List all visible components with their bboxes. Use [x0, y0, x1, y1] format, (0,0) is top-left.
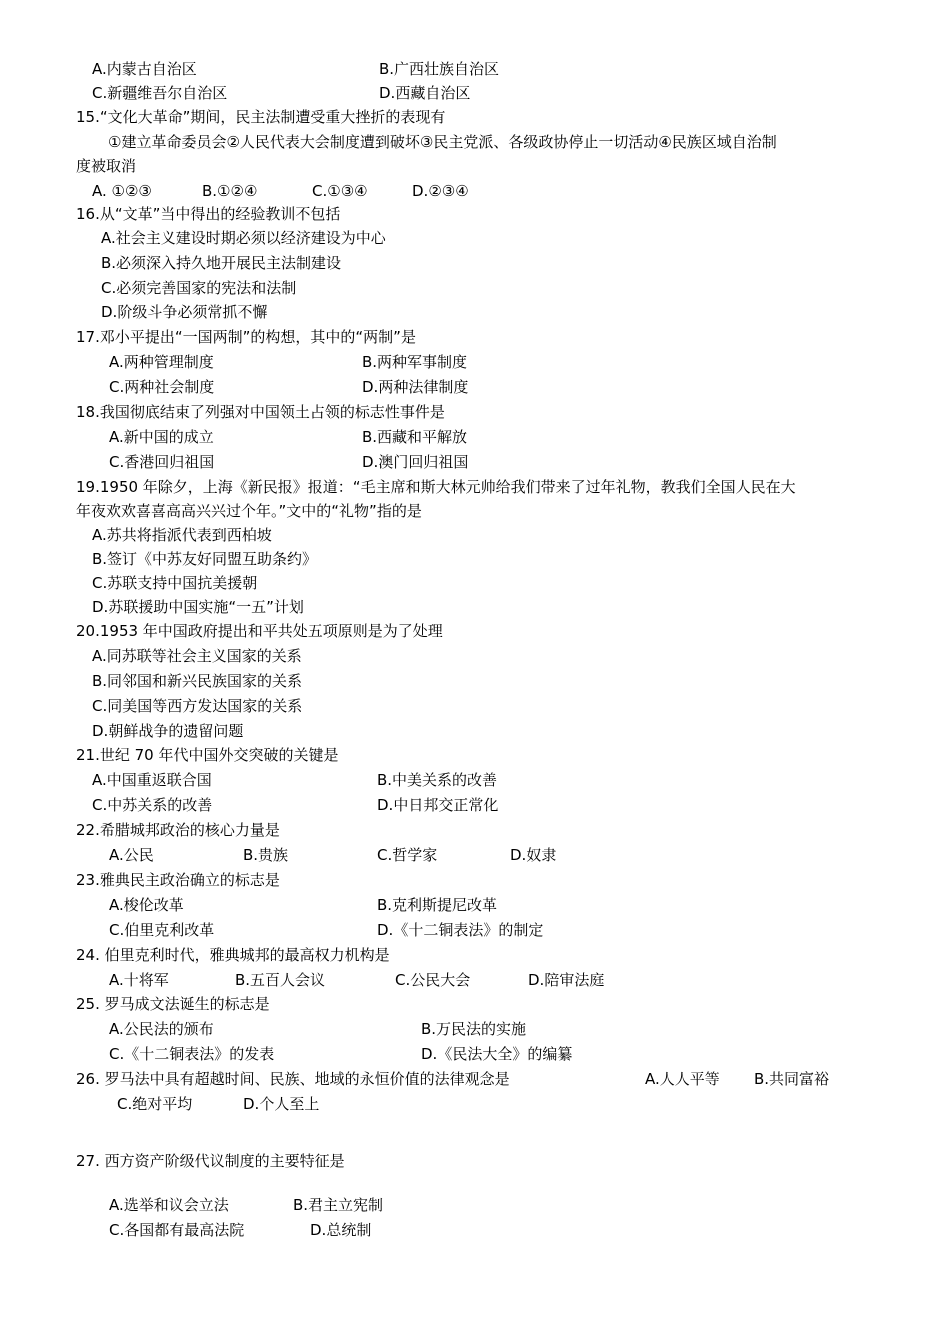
q15-option-c: C.①③④: [312, 182, 368, 200]
q19-option-d: D.苏联援助中国实施“一五”计划: [92, 598, 304, 616]
q16-option-c: C.必须完善国家的宪法和法制: [101, 279, 297, 297]
q18-option-c: C.香港回归祖国: [109, 453, 215, 471]
q16-stem: 16.从“文革”当中得出的经验教训不包括: [76, 205, 341, 223]
q23-option-d: D.《十二铜表法》的制定: [377, 921, 544, 939]
q19-option-b: B.签订《中苏友好同盟互助条约》: [92, 550, 318, 568]
q21-option-b: B.中美关系的改善: [377, 771, 498, 789]
q25-option-d: D.《民法大全》的编纂: [421, 1045, 573, 1063]
q17-option-c: C.两种社会制度: [109, 378, 215, 396]
q27-option-c: C.各国都有最高法院: [109, 1221, 245, 1239]
q21-option-c: C.中苏关系的改善: [92, 796, 213, 814]
q16-option-b: B.必须深入持久地开展民主法制建设: [101, 254, 342, 272]
q18-option-d: D.澳门回归祖国: [362, 453, 469, 471]
q27-option-d: D.总统制: [310, 1221, 372, 1239]
q23-option-a: A.梭伦改革: [109, 896, 184, 914]
q26-option-c: C.绝对平均: [117, 1095, 193, 1113]
q22-option-d: D.奴隶: [510, 846, 557, 864]
q21-option-a: A.中国重返联合国: [92, 771, 212, 789]
q18-option-a: A.新中国的成立: [109, 428, 214, 446]
q25-option-b: B.万民法的实施: [421, 1020, 527, 1038]
q18-stem: 18.我国彻底结束了列强对中国领土占领的标志性事件是: [76, 403, 445, 421]
q17-stem: 17.邓小平提出“一国两制”的构想，其中的“两制”是: [76, 328, 416, 346]
q17-option-b: B.两种军事制度: [362, 353, 468, 371]
q20-option-a: A.同苏联等社会主义国家的关系: [92, 647, 302, 665]
q23-stem: 23.雅典民主政治确立的标志是: [76, 871, 280, 889]
q27-option-b: B.君主立宪制: [293, 1196, 384, 1214]
q27-option-a: A.选举和议会立法: [109, 1196, 229, 1214]
q19-option-a: A.苏共将指派代表到西柏坡: [92, 526, 272, 544]
q24-stem: 24. 伯里克利时代，雅典城邦的最高权力机构是: [76, 946, 390, 964]
q19-option-c: C.苏联支持中国抗美援朝: [92, 574, 258, 592]
q24-option-c: C.公民大会: [395, 971, 471, 989]
q24-option-a: A.十将军: [109, 971, 169, 989]
q15-stem: 15.“文化大革命”期间，民主法制遭受重大挫折的表现有: [76, 108, 446, 126]
q16-option-d: D.阶级斗争必须常抓不懈: [101, 303, 268, 321]
q14-option-b: B.广西壮族自治区: [379, 60, 500, 78]
q25-stem: 25. 罗马成文法诞生的标志是: [76, 995, 270, 1013]
q24-option-b: B.五百人会议: [235, 971, 326, 989]
q21-option-d: D.中日邦交正常化: [377, 796, 499, 814]
q20-option-d: D.朝鲜战争的遗留问题: [92, 722, 244, 740]
q14-option-c: C.新疆维吾尔自治区: [92, 84, 228, 102]
q24-option-d: D.陪审法庭: [528, 971, 605, 989]
q15-items-line1: ①建立革命委员会②人民代表大会制度遭到破坏③民主党派、各级政协停止一切活动④民族区域自治制: [108, 133, 777, 151]
q26-option-a: A.人人平等: [645, 1070, 720, 1088]
q18-option-b: B.西藏和平解放: [362, 428, 468, 446]
q20-option-c: C.同美国等西方发达国家的关系: [92, 697, 303, 715]
q14-option-d: D.西藏自治区: [379, 84, 471, 102]
q22-stem: 22.希腊城邦政治的核心力量是: [76, 821, 280, 839]
q16-option-a: A.社会主义建设时期必须以经济建设为中心: [101, 229, 386, 247]
q21-stem: 21.世纪 70 年代中国外交突破的关键是: [76, 746, 339, 764]
q14-option-a: A.内蒙古自治区: [92, 60, 197, 78]
q26-option-b: B.共同富裕: [754, 1070, 830, 1088]
q15-option-a: A. ①②③: [92, 182, 152, 200]
q27-stem: 27. 西方资产阶级代议制度的主要特征是: [76, 1152, 345, 1170]
q15-option-b: B.①②④: [202, 182, 258, 200]
q26-stem: 26. 罗马法中具有超越时间、民族、地域的永恒价值的法律观念是: [76, 1070, 510, 1088]
q22-option-c: C.哲学家: [377, 846, 438, 864]
q26-option-d: D.个人至上: [243, 1095, 320, 1113]
q23-option-b: B.克利斯提尼改革: [377, 896, 498, 914]
q20-option-b: B.同邻国和新兴民族国家的关系: [92, 672, 303, 690]
q22-option-a: A.公民: [109, 846, 154, 864]
q25-option-c: C.《十二铜表法》的发表: [109, 1045, 275, 1063]
q15-option-d: D.②③④: [412, 182, 469, 200]
q17-option-a: A.两种管理制度: [109, 353, 214, 371]
q20-stem: 20.1953 年中国政府提出和平共处五项原则是为了处理: [76, 622, 443, 640]
q22-option-b: B.贵族: [243, 846, 289, 864]
q23-option-c: C.伯里克利改革: [109, 921, 215, 939]
q17-option-d: D.两种法律制度: [362, 378, 469, 396]
q19-stem-line1: 19.1950 年除夕，上海《新民报》报道：“毛主席和斯大林元帅给我们带来了过年礼物，教我们全国人民在大: [76, 478, 796, 496]
q19-stem-line2: 年夜欢欢喜喜高高兴兴过个年。”文中的“礼物”指的是: [76, 502, 422, 520]
q25-option-a: A.公民法的颁布: [109, 1020, 214, 1038]
q15-items-line2: 度被取消: [76, 157, 137, 175]
